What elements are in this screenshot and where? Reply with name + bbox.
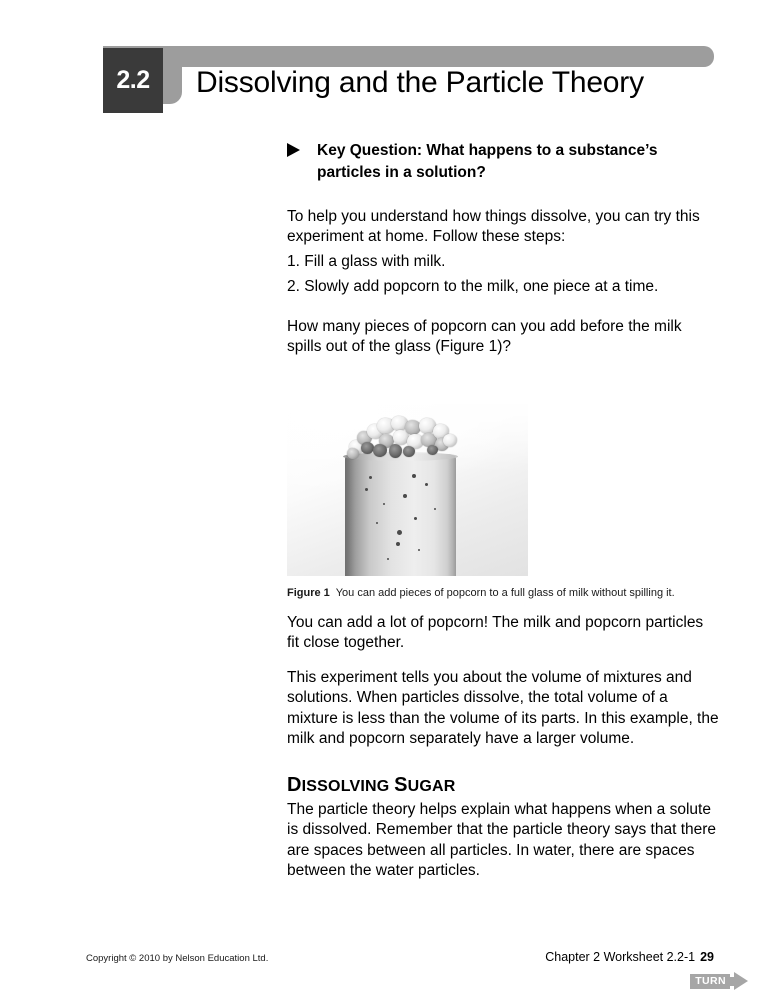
subheading-dissolving-sugar [287, 774, 719, 796]
section-number-text: 2.2 [116, 66, 150, 94]
figure-1-block [287, 404, 717, 600]
subhead-issolving: ISSOLVING [301, 777, 390, 795]
paragraph-volume-explanation: This experiment tells you about the volume of mixtures and solutions. When particles dissolve, the total volume of a mixture is less than the volume of its parts. In this example, the milk and popcorn separately have a larger volume. [287, 668, 719, 748]
turn-label: TURN [690, 974, 730, 989]
popcorn-pile [343, 414, 459, 464]
triangle-bullet-icon [287, 143, 300, 157]
figure-caption [287, 586, 717, 600]
paragraph-particle-theory: The particle theory helps explain what happens when a solute is dissolved. Remember that the particle theory says that there are spaces between all particles. In water, there are spaces between the water particles. [287, 800, 717, 880]
page-title: Dissolving and the Particle Theory [196, 66, 644, 99]
page-footer [0, 948, 768, 994]
subhead-letter-s: S [394, 773, 408, 796]
step-item-2: 2. Slowly add popcorn to the milk, one piece at a time. [287, 278, 659, 296]
figure-caption-text: You can add pieces of popcorn to a full glass of milk without spilling it. [335, 587, 675, 599]
intro-paragraph: To help you understand how things dissolve, you can try this experiment at home. Follow these steps: [287, 207, 700, 246]
turn-arrow-icon [734, 972, 748, 990]
page-number: 29 [700, 950, 714, 964]
page-header [0, 0, 768, 128]
content-column [287, 140, 717, 372]
step-item-1: 1. Fill a glass with milk. [287, 252, 446, 270]
figure-label: Figure 1 [287, 587, 330, 599]
section-number-badge [103, 48, 163, 113]
chapter-label: Chapter 2 Worksheet 2.2-1 [545, 950, 696, 964]
header-gray-bar [103, 46, 714, 67]
key-question-block [287, 140, 717, 185]
paragraph-popcorn-amount: You can add a lot of popcorn! The milk and popcorn particles fit close together. [287, 614, 704, 652]
copyright-notice: Copyright © 2010 by Nelson Education Ltd. [86, 953, 269, 964]
turn-badge [690, 973, 748, 989]
spacer [287, 303, 717, 317]
subhead-letter-d: D [287, 773, 302, 796]
question-paragraph: How many pieces of popcorn can you add before the milk spills out of the glass (Figure 1)? [287, 317, 682, 356]
key-question-text: Key Question: What happens to a substance’s particles in a solution? [317, 142, 658, 182]
glass-of-milk-shape [345, 454, 456, 576]
after-figure-column [287, 613, 719, 896]
chapter-worksheet-info [545, 950, 714, 964]
subhead-ugar: UGAR [407, 777, 456, 795]
popcorn-milk-photo [287, 404, 528, 576]
